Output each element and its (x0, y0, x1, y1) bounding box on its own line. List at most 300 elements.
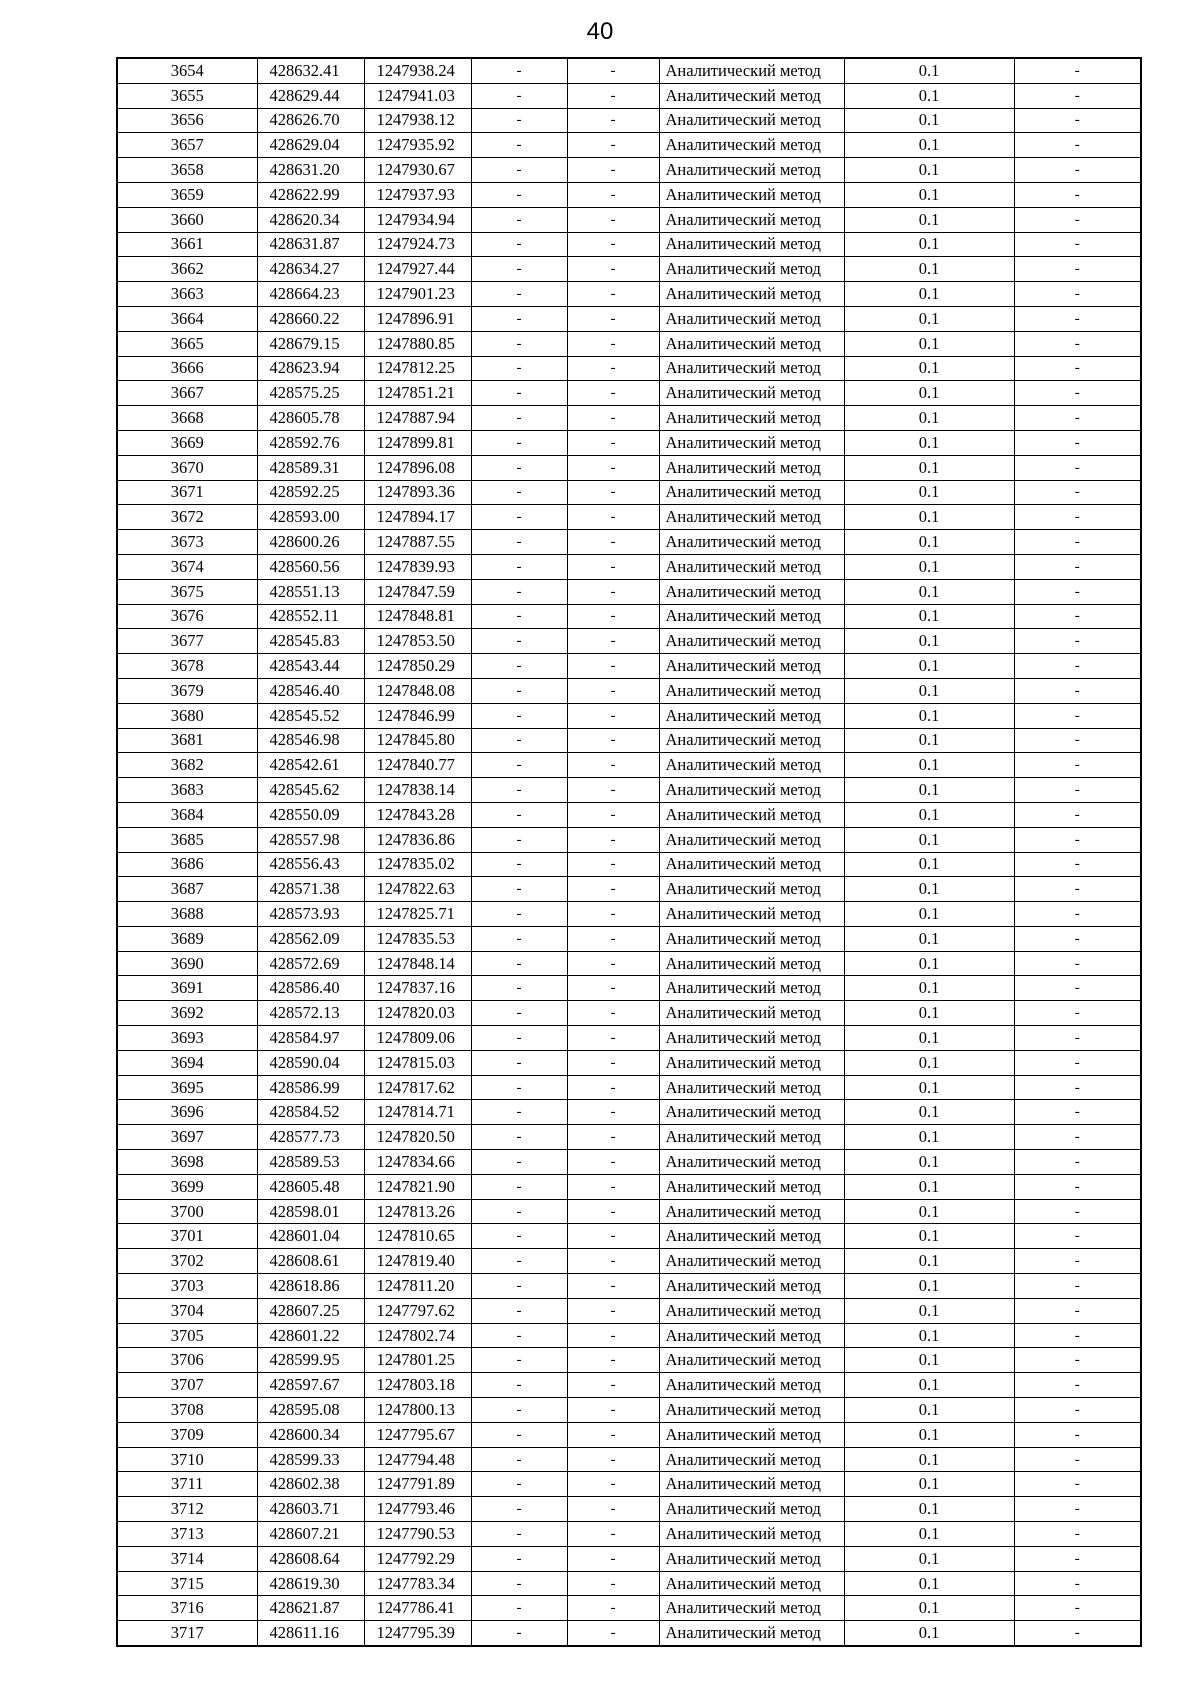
point-number-cell: 3665 (117, 331, 257, 356)
x-coordinate-cell: 428626.70 (257, 108, 364, 133)
method-cell: Аналитический метод (659, 430, 844, 455)
method-cell: Аналитический метод (659, 83, 844, 108)
point-number-cell: 3716 (117, 1596, 257, 1621)
empty-value-cell: - (471, 1075, 567, 1100)
table-row (117, 1174, 1141, 1199)
y-coordinate-cell: 1247847.59 (364, 579, 471, 604)
precision-cell: 0.1 (844, 257, 1014, 282)
method-cell: Аналитический метод (659, 331, 844, 356)
empty-value-cell: - (471, 1298, 567, 1323)
method-cell: Аналитический метод (659, 282, 844, 307)
point-number-cell: 3708 (117, 1398, 257, 1423)
empty-value-cell: - (567, 207, 659, 232)
y-coordinate-cell: 1247941.03 (364, 83, 471, 108)
precision-cell: 0.1 (844, 753, 1014, 778)
empty-value-cell: - (1014, 480, 1141, 505)
y-coordinate-cell: 1247887.55 (364, 530, 471, 555)
empty-value-cell: - (567, 753, 659, 778)
method-cell: Аналитический метод (659, 1546, 844, 1571)
y-coordinate-cell: 1247924.73 (364, 232, 471, 257)
x-coordinate-cell: 428607.25 (257, 1298, 364, 1323)
method-cell: Аналитический метод (659, 207, 844, 232)
empty-value-cell: - (471, 1174, 567, 1199)
y-coordinate-cell: 1247899.81 (364, 430, 471, 455)
empty-value-cell: - (471, 579, 567, 604)
precision-cell: 0.1 (844, 1298, 1014, 1323)
table-row (117, 802, 1141, 827)
empty-value-cell: - (1014, 108, 1141, 133)
point-number-cell: 3706 (117, 1348, 257, 1373)
empty-value-cell: - (471, 852, 567, 877)
empty-value-cell: - (567, 654, 659, 679)
point-number-cell: 3715 (117, 1571, 257, 1596)
precision-cell: 0.1 (844, 604, 1014, 629)
table-row (117, 158, 1141, 183)
method-cell: Аналитический метод (659, 505, 844, 530)
empty-value-cell: - (471, 108, 567, 133)
point-number-cell: 3680 (117, 703, 257, 728)
point-number-cell: 3678 (117, 654, 257, 679)
precision-cell: 0.1 (844, 802, 1014, 827)
precision-cell: 0.1 (844, 976, 1014, 1001)
y-coordinate-cell: 1247938.24 (364, 58, 471, 83)
x-coordinate-cell: 428586.99 (257, 1075, 364, 1100)
x-coordinate-cell: 428593.00 (257, 505, 364, 530)
x-coordinate-cell: 428589.53 (257, 1150, 364, 1175)
table-row (117, 1522, 1141, 1547)
point-number-cell: 3674 (117, 554, 257, 579)
table-row (117, 1472, 1141, 1497)
table-row (117, 356, 1141, 381)
empty-value-cell: - (567, 182, 659, 207)
table-row (117, 480, 1141, 505)
empty-value-cell: - (567, 430, 659, 455)
y-coordinate-cell: 1247783.34 (364, 1571, 471, 1596)
precision-cell: 0.1 (844, 1100, 1014, 1125)
empty-value-cell: - (567, 629, 659, 654)
y-coordinate-cell: 1247815.03 (364, 1050, 471, 1075)
table-row (117, 728, 1141, 753)
empty-value-cell: - (1014, 554, 1141, 579)
empty-value-cell: - (1014, 356, 1141, 381)
empty-value-cell: - (471, 802, 567, 827)
y-coordinate-cell: 1247793.46 (364, 1497, 471, 1522)
point-number-cell: 3705 (117, 1323, 257, 1348)
point-number-cell: 3671 (117, 480, 257, 505)
table-row (117, 1373, 1141, 1398)
method-cell: Аналитический метод (659, 1274, 844, 1299)
precision-cell: 0.1 (844, 827, 1014, 852)
empty-value-cell: - (471, 926, 567, 951)
method-cell: Аналитический метод (659, 257, 844, 282)
point-number-cell: 3668 (117, 406, 257, 431)
point-number-cell: 3714 (117, 1546, 257, 1571)
method-cell: Аналитический метод (659, 1125, 844, 1150)
empty-value-cell: - (567, 1026, 659, 1051)
empty-value-cell: - (1014, 654, 1141, 679)
empty-value-cell: - (1014, 158, 1141, 183)
precision-cell: 0.1 (844, 1224, 1014, 1249)
precision-cell: 0.1 (844, 455, 1014, 480)
table-row (117, 1199, 1141, 1224)
empty-value-cell: - (567, 976, 659, 1001)
point-number-cell: 3693 (117, 1026, 257, 1051)
y-coordinate-cell: 1247822.63 (364, 877, 471, 902)
empty-value-cell: - (567, 1125, 659, 1150)
table-row (117, 232, 1141, 257)
empty-value-cell: - (471, 654, 567, 679)
x-coordinate-cell: 428621.87 (257, 1596, 364, 1621)
method-cell: Аналитический метод (659, 1422, 844, 1447)
table-row (117, 1125, 1141, 1150)
precision-cell: 0.1 (844, 1447, 1014, 1472)
x-coordinate-cell: 428605.78 (257, 406, 364, 431)
precision-cell: 0.1 (844, 1398, 1014, 1423)
y-coordinate-cell: 1247843.28 (364, 802, 471, 827)
empty-value-cell: - (1014, 1472, 1141, 1497)
table-row (117, 1075, 1141, 1100)
table-row (117, 1050, 1141, 1075)
empty-value-cell: - (471, 1125, 567, 1150)
point-number-cell: 3691 (117, 976, 257, 1001)
method-cell: Аналитический метод (659, 1571, 844, 1596)
point-number-cell: 3662 (117, 257, 257, 282)
empty-value-cell: - (567, 306, 659, 331)
y-coordinate-cell: 1247937.93 (364, 182, 471, 207)
x-coordinate-cell: 428679.15 (257, 331, 364, 356)
empty-value-cell: - (1014, 629, 1141, 654)
y-coordinate-cell: 1247930.67 (364, 158, 471, 183)
x-coordinate-cell: 428620.34 (257, 207, 364, 232)
empty-value-cell: - (471, 728, 567, 753)
empty-value-cell: - (1014, 728, 1141, 753)
empty-value-cell: - (471, 1100, 567, 1125)
method-cell: Аналитический метод (659, 182, 844, 207)
empty-value-cell: - (567, 579, 659, 604)
precision-cell: 0.1 (844, 1522, 1014, 1547)
method-cell: Аналитический метод (659, 58, 844, 83)
x-coordinate-cell: 428560.56 (257, 554, 364, 579)
y-coordinate-cell: 1247896.08 (364, 455, 471, 480)
y-coordinate-cell: 1247810.65 (364, 1224, 471, 1249)
x-coordinate-cell: 428546.40 (257, 678, 364, 703)
table-row (117, 926, 1141, 951)
method-cell: Аналитический метод (659, 654, 844, 679)
x-coordinate-cell: 428592.25 (257, 480, 364, 505)
y-coordinate-cell: 1247786.41 (364, 1596, 471, 1621)
method-cell: Аналитический метод (659, 480, 844, 505)
empty-value-cell: - (1014, 976, 1141, 1001)
empty-value-cell: - (1014, 926, 1141, 951)
point-number-cell: 3711 (117, 1472, 257, 1497)
empty-value-cell: - (1014, 1100, 1141, 1125)
empty-value-cell: - (567, 356, 659, 381)
empty-value-cell: - (567, 530, 659, 555)
point-number-cell: 3675 (117, 579, 257, 604)
empty-value-cell: - (471, 83, 567, 108)
y-coordinate-cell: 1247794.48 (364, 1447, 471, 1472)
empty-value-cell: - (471, 1571, 567, 1596)
method-cell: Аналитический метод (659, 1249, 844, 1274)
empty-value-cell: - (567, 1596, 659, 1621)
precision-cell: 0.1 (844, 505, 1014, 530)
y-coordinate-cell: 1247819.40 (364, 1249, 471, 1274)
empty-value-cell: - (567, 1571, 659, 1596)
method-cell: Аналитический метод (659, 1100, 844, 1125)
point-number-cell: 3660 (117, 207, 257, 232)
empty-value-cell: - (1014, 530, 1141, 555)
empty-value-cell: - (1014, 381, 1141, 406)
table-row (117, 83, 1141, 108)
point-number-cell: 3659 (117, 182, 257, 207)
empty-value-cell: - (1014, 902, 1141, 927)
empty-value-cell: - (567, 83, 659, 108)
precision-cell: 0.1 (844, 83, 1014, 108)
empty-value-cell: - (1014, 1001, 1141, 1026)
x-coordinate-cell: 428595.08 (257, 1398, 364, 1423)
empty-value-cell: - (1014, 1323, 1141, 1348)
precision-cell: 0.1 (844, 654, 1014, 679)
empty-value-cell: - (471, 703, 567, 728)
point-number-cell: 3685 (117, 827, 257, 852)
empty-value-cell: - (471, 505, 567, 530)
empty-value-cell: - (567, 1497, 659, 1522)
method-cell: Аналитический метод (659, 728, 844, 753)
empty-value-cell: - (1014, 951, 1141, 976)
x-coordinate-cell: 428608.61 (257, 1249, 364, 1274)
precision-cell: 0.1 (844, 306, 1014, 331)
x-coordinate-cell: 428571.38 (257, 877, 364, 902)
point-number-cell: 3658 (117, 158, 257, 183)
y-coordinate-cell: 1247835.02 (364, 852, 471, 877)
empty-value-cell: - (567, 232, 659, 257)
point-number-cell: 3687 (117, 877, 257, 902)
table-row (117, 1150, 1141, 1175)
precision-cell: 0.1 (844, 381, 1014, 406)
x-coordinate-cell: 428603.71 (257, 1497, 364, 1522)
empty-value-cell: - (567, 1150, 659, 1175)
y-coordinate-cell: 1247935.92 (364, 133, 471, 158)
y-coordinate-cell: 1247801.25 (364, 1348, 471, 1373)
table-row (117, 207, 1141, 232)
empty-value-cell: - (567, 827, 659, 852)
empty-value-cell: - (471, 1447, 567, 1472)
empty-value-cell: - (471, 976, 567, 1001)
method-cell: Аналитический метод (659, 1621, 844, 1646)
empty-value-cell: - (1014, 604, 1141, 629)
empty-value-cell: - (1014, 232, 1141, 257)
precision-cell: 0.1 (844, 1249, 1014, 1274)
table-row (117, 257, 1141, 282)
table-row (117, 902, 1141, 927)
x-coordinate-cell: 428611.16 (257, 1621, 364, 1646)
empty-value-cell: - (471, 1348, 567, 1373)
y-coordinate-cell: 1247927.44 (364, 257, 471, 282)
empty-value-cell: - (1014, 678, 1141, 703)
table-row (117, 1026, 1141, 1051)
x-coordinate-cell: 428619.30 (257, 1571, 364, 1596)
table-row (117, 1224, 1141, 1249)
empty-value-cell: - (567, 1373, 659, 1398)
table-row (117, 778, 1141, 803)
x-coordinate-cell: 428575.25 (257, 381, 364, 406)
table-row (117, 1249, 1141, 1274)
empty-value-cell: - (471, 827, 567, 852)
method-cell: Аналитический метод (659, 877, 844, 902)
empty-value-cell: - (471, 1546, 567, 1571)
y-coordinate-cell: 1247848.08 (364, 678, 471, 703)
precision-cell: 0.1 (844, 1125, 1014, 1150)
x-coordinate-cell: 428629.04 (257, 133, 364, 158)
empty-value-cell: - (1014, 331, 1141, 356)
table-row (117, 381, 1141, 406)
empty-value-cell: - (1014, 1224, 1141, 1249)
y-coordinate-cell: 1247887.94 (364, 406, 471, 431)
method-cell: Аналитический метод (659, 1596, 844, 1621)
empty-value-cell: - (567, 505, 659, 530)
empty-value-cell: - (567, 728, 659, 753)
table-row (117, 976, 1141, 1001)
point-number-cell: 3681 (117, 728, 257, 753)
table-row (117, 1398, 1141, 1423)
method-cell: Аналитический метод (659, 554, 844, 579)
empty-value-cell: - (567, 331, 659, 356)
empty-value-cell: - (471, 1497, 567, 1522)
y-coordinate-cell: 1247850.29 (364, 654, 471, 679)
table-row (117, 430, 1141, 455)
table-row (117, 133, 1141, 158)
method-cell: Аналитический метод (659, 1497, 844, 1522)
point-number-cell: 3710 (117, 1447, 257, 1472)
x-coordinate-cell: 428631.20 (257, 158, 364, 183)
point-number-cell: 3694 (117, 1050, 257, 1075)
table-row (117, 1323, 1141, 1348)
x-coordinate-cell: 428545.83 (257, 629, 364, 654)
empty-value-cell: - (567, 802, 659, 827)
x-coordinate-cell: 428632.41 (257, 58, 364, 83)
empty-value-cell: - (1014, 1274, 1141, 1299)
table-row (117, 579, 1141, 604)
point-number-cell: 3709 (117, 1422, 257, 1447)
method-cell: Аналитический метод (659, 1298, 844, 1323)
table-row (117, 108, 1141, 133)
table-row (117, 629, 1141, 654)
precision-cell: 0.1 (844, 480, 1014, 505)
empty-value-cell: - (471, 232, 567, 257)
empty-value-cell: - (567, 1348, 659, 1373)
empty-value-cell: - (567, 1621, 659, 1646)
empty-value-cell: - (1014, 1249, 1141, 1274)
empty-value-cell: - (567, 1522, 659, 1547)
empty-value-cell: - (1014, 1398, 1141, 1423)
y-coordinate-cell: 1247838.14 (364, 778, 471, 803)
empty-value-cell: - (471, 257, 567, 282)
empty-value-cell: - (471, 306, 567, 331)
point-number-cell: 3670 (117, 455, 257, 480)
empty-value-cell: - (567, 406, 659, 431)
empty-value-cell: - (1014, 852, 1141, 877)
table-row (117, 530, 1141, 555)
x-coordinate-cell: 428608.64 (257, 1546, 364, 1571)
empty-value-cell: - (471, 430, 567, 455)
method-cell: Аналитический метод (659, 678, 844, 703)
point-number-cell: 3666 (117, 356, 257, 381)
empty-value-cell: - (471, 1249, 567, 1274)
empty-value-cell: - (1014, 1125, 1141, 1150)
x-coordinate-cell: 428573.93 (257, 902, 364, 927)
precision-cell: 0.1 (844, 678, 1014, 703)
table-row (117, 877, 1141, 902)
method-cell: Аналитический метод (659, 629, 844, 654)
empty-value-cell: - (471, 1373, 567, 1398)
precision-cell: 0.1 (844, 1621, 1014, 1646)
empty-value-cell: - (1014, 455, 1141, 480)
y-coordinate-cell: 1247795.67 (364, 1422, 471, 1447)
y-coordinate-cell: 1247792.29 (364, 1546, 471, 1571)
method-cell: Аналитический метод (659, 1050, 844, 1075)
empty-value-cell: - (471, 58, 567, 83)
method-cell: Аналитический метод (659, 951, 844, 976)
point-number-cell: 3672 (117, 505, 257, 530)
y-coordinate-cell: 1247812.25 (364, 356, 471, 381)
table-row (117, 282, 1141, 307)
x-coordinate-cell: 428572.13 (257, 1001, 364, 1026)
table-row (117, 554, 1141, 579)
method-cell: Аналитический метод (659, 232, 844, 257)
empty-value-cell: - (567, 703, 659, 728)
empty-value-cell: - (471, 1472, 567, 1497)
y-coordinate-cell: 1247836.86 (364, 827, 471, 852)
method-cell: Аналитический метод (659, 1026, 844, 1051)
table-row (117, 1447, 1141, 1472)
empty-value-cell: - (567, 480, 659, 505)
method-cell: Аналитический метод (659, 133, 844, 158)
empty-value-cell: - (1014, 1522, 1141, 1547)
empty-value-cell: - (567, 108, 659, 133)
table-row (117, 703, 1141, 728)
x-coordinate-cell: 428601.04 (257, 1224, 364, 1249)
point-number-cell: 3702 (117, 1249, 257, 1274)
empty-value-cell: - (1014, 579, 1141, 604)
precision-cell: 0.1 (844, 1472, 1014, 1497)
table-row (117, 455, 1141, 480)
x-coordinate-cell: 428597.67 (257, 1373, 364, 1398)
empty-value-cell: - (567, 1001, 659, 1026)
precision-cell: 0.1 (844, 356, 1014, 381)
y-coordinate-cell: 1247820.03 (364, 1001, 471, 1026)
table-row (117, 604, 1141, 629)
x-coordinate-cell: 428551.13 (257, 579, 364, 604)
y-coordinate-cell: 1247809.06 (364, 1026, 471, 1051)
x-coordinate-cell: 428545.52 (257, 703, 364, 728)
point-number-cell: 3679 (117, 678, 257, 703)
empty-value-cell: - (471, 951, 567, 976)
empty-value-cell: - (567, 58, 659, 83)
empty-value-cell: - (1014, 83, 1141, 108)
y-coordinate-cell: 1247880.85 (364, 331, 471, 356)
precision-cell: 0.1 (844, 1075, 1014, 1100)
y-coordinate-cell: 1247813.26 (364, 1199, 471, 1224)
point-number-cell: 3684 (117, 802, 257, 827)
precision-cell: 0.1 (844, 406, 1014, 431)
x-coordinate-cell: 428629.44 (257, 83, 364, 108)
point-number-cell: 3717 (117, 1621, 257, 1646)
point-number-cell: 3673 (117, 530, 257, 555)
table-row (117, 678, 1141, 703)
method-cell: Аналитический метод (659, 1174, 844, 1199)
empty-value-cell: - (567, 951, 659, 976)
point-number-cell: 3677 (117, 629, 257, 654)
